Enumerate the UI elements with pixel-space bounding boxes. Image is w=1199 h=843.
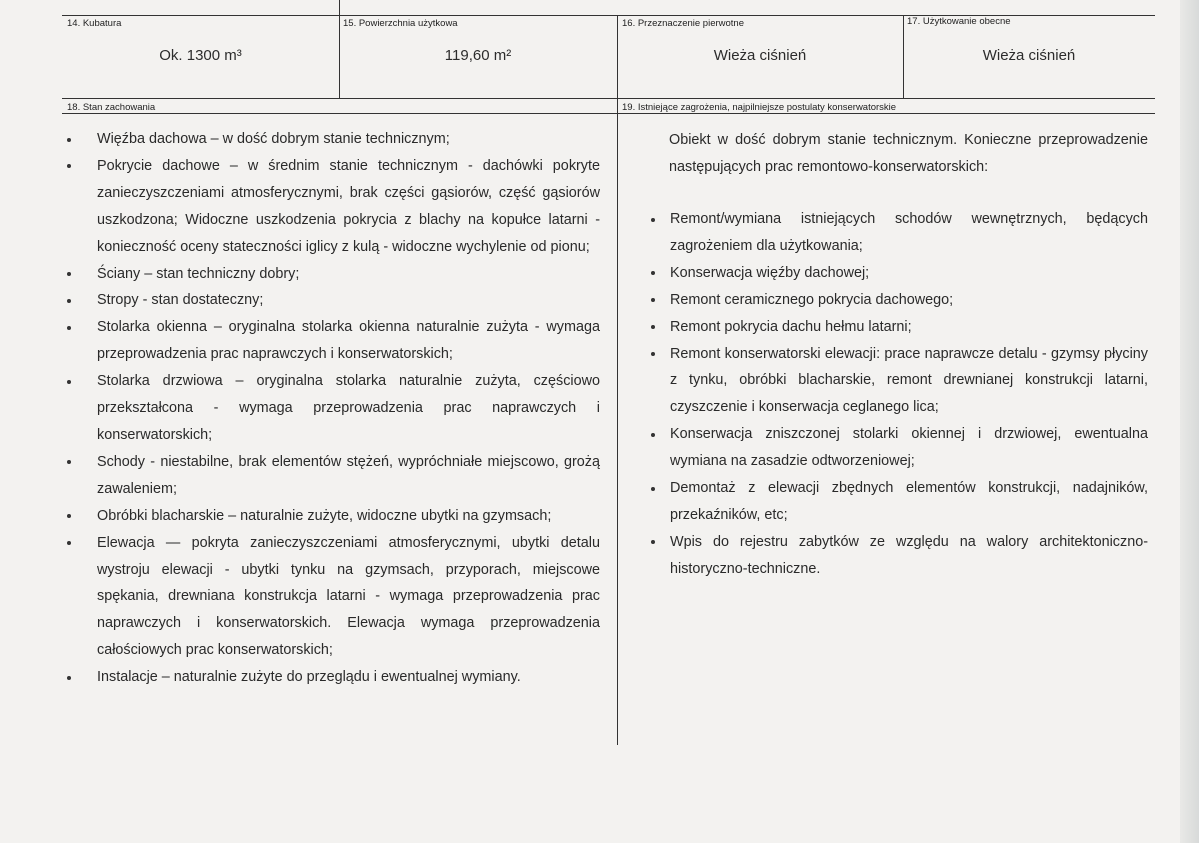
condition-list — [97, 126, 600, 691]
list-item: Elewacja — pokryta zanieczyszczeniami atmosferycznymi, ubytki detalu wystroju elewacji - ubytki tynku na gzymsach, przyporach, miejscowe spękania, drewniana konstrukcja latarni - wymaga przeprowadzenia prac naprawczych i konserwatorskich. Elewacja wymaga przeprowadzenia całościowych prac konserwatorskich; — [97, 530, 600, 665]
list-item: Pokrycie dachowe – w średnim stanie technicznym - dachówki pokryte zanieczyszczeniami atmosferycznymi, brak części gąsiorów, część gąsiorów uszkodzona; Widoczne uszkodzenia pokrycia z blachy na kopułce latarni - konieczność oceny stateczności iglicy z kulą - widoczne wychylenie od pionu; — [97, 153, 600, 261]
bullet-icon — [651, 487, 655, 491]
bullet-icon — [651, 433, 655, 437]
list-item: Ściany – stan techniczny dobry; — [97, 261, 600, 288]
bullet-icon — [67, 299, 71, 303]
cell-17-label: 17. Użytkowanie obecne — [907, 16, 1011, 27]
list-item: Schody - niestabilne, brak elementów stężeń, wypróchniałe miejscowo, grożą zawaleniem; — [97, 449, 600, 503]
list-item: Konserwacja więźby dachowej; — [670, 260, 1148, 287]
cell-16-label: 16. Przeznaczenie pierwotne — [622, 18, 744, 29]
bullet-icon — [67, 514, 71, 518]
section-18-underline — [62, 113, 617, 114]
bullet-icon — [67, 272, 71, 276]
bullet-icon — [651, 325, 655, 329]
cell-17-value: Wieża ciśnień — [982, 47, 1076, 64]
postulates-list — [670, 206, 1148, 583]
bullet-icon — [67, 460, 71, 464]
section-19-underline — [617, 113, 1155, 114]
cell-16-value: Wieża ciśnień — [713, 47, 807, 64]
bullet-icon — [651, 540, 655, 544]
list-item: Obróbki blacharskie – naturalnie zużyte, widoczne ubytki na gzymsach; — [97, 503, 600, 530]
list-item: Demontaż z elewacji zbędnych elementów konstrukcji, nadajników, przekaźników, etc; — [670, 475, 1148, 529]
row-divider-line — [62, 98, 1155, 99]
scan-edge — [1180, 0, 1199, 843]
list-item: Więźba dachowa – w dość dobrym stanie technicznym; — [97, 126, 600, 153]
section-19-label: 19. Istniejące zagrożenia, najpilniejsze postulaty konserwatorskie — [622, 102, 897, 113]
list-item: Stolarka drzwiowa – oryginalna stolarka naturalnie zużyta, częściowo przekształcona - wymaga przeprowadzenia prac naprawczych i konserwatorskich; — [97, 368, 600, 449]
top-stub-line — [339, 0, 340, 15]
list-item: Konserwacja zniszczonej stolarki okiennej i drzwiowej, ewentualna wymiana na zasadzie odtworzeniowej; — [670, 421, 1148, 475]
bullet-icon — [651, 218, 655, 222]
bullet-icon — [651, 271, 655, 275]
list-item: Remont/wymiana istniejących schodów wewnętrznych, będących zagrożeniem dla użytkowania; — [670, 206, 1148, 260]
cell-15-value: 119,60 m² — [444, 47, 512, 64]
bullet-icon — [651, 352, 655, 356]
section-18-label: 18. Stan zachowania — [67, 102, 156, 113]
bullet-icon — [67, 138, 71, 142]
col-divider-line — [617, 15, 618, 745]
cell-15-label: 15. Powierzchnia użytkowa — [343, 18, 458, 29]
list-item: Stolarka okienna – oryginalna stolarka okienna naturalnie zużyta - wymaga przeprowadzenia prac naprawczych i konserwatorskich; — [97, 314, 600, 368]
list-item: Wpis do rejestru zabytków ze względu na walory architektoniczno-historyczno-techniczne. — [670, 529, 1148, 583]
list-item: Remont konserwatorski elewacji: prace naprawcze detalu - gzymsy płyciny z tynku, obróbki blacharskie, remont drewnianej konstrukcji latarni, czyszczenie i konserwacja ceglanego lica; — [670, 341, 1148, 422]
list-item: Stropy - stan dostateczny; — [97, 287, 600, 314]
bullet-icon — [67, 326, 71, 330]
bullet-icon — [67, 380, 71, 384]
list-item: Instalacje – naturalnie zużyte do przeglądu i ewentualnej wymiany. — [97, 664, 600, 691]
cell-14-value: Ok. 1300 m³ — [159, 47, 242, 64]
list-item: Remont ceramicznego pokrycia dachowego; — [670, 287, 1148, 314]
bullet-icon — [67, 541, 71, 545]
bullet-icon — [651, 298, 655, 302]
bullet-icon — [67, 676, 71, 680]
bullet-icon — [67, 164, 71, 168]
section-19-intro: Obiekt w dość dobrym stanie technicznym. Konieczne przeprowadzenie następujących prac remontowo-konserwatorskich: — [669, 132, 1148, 175]
cell-14-label: 14. Kubatura — [67, 18, 122, 29]
list-item: Remont pokrycia dachu hełmu latarni; — [670, 314, 1148, 341]
